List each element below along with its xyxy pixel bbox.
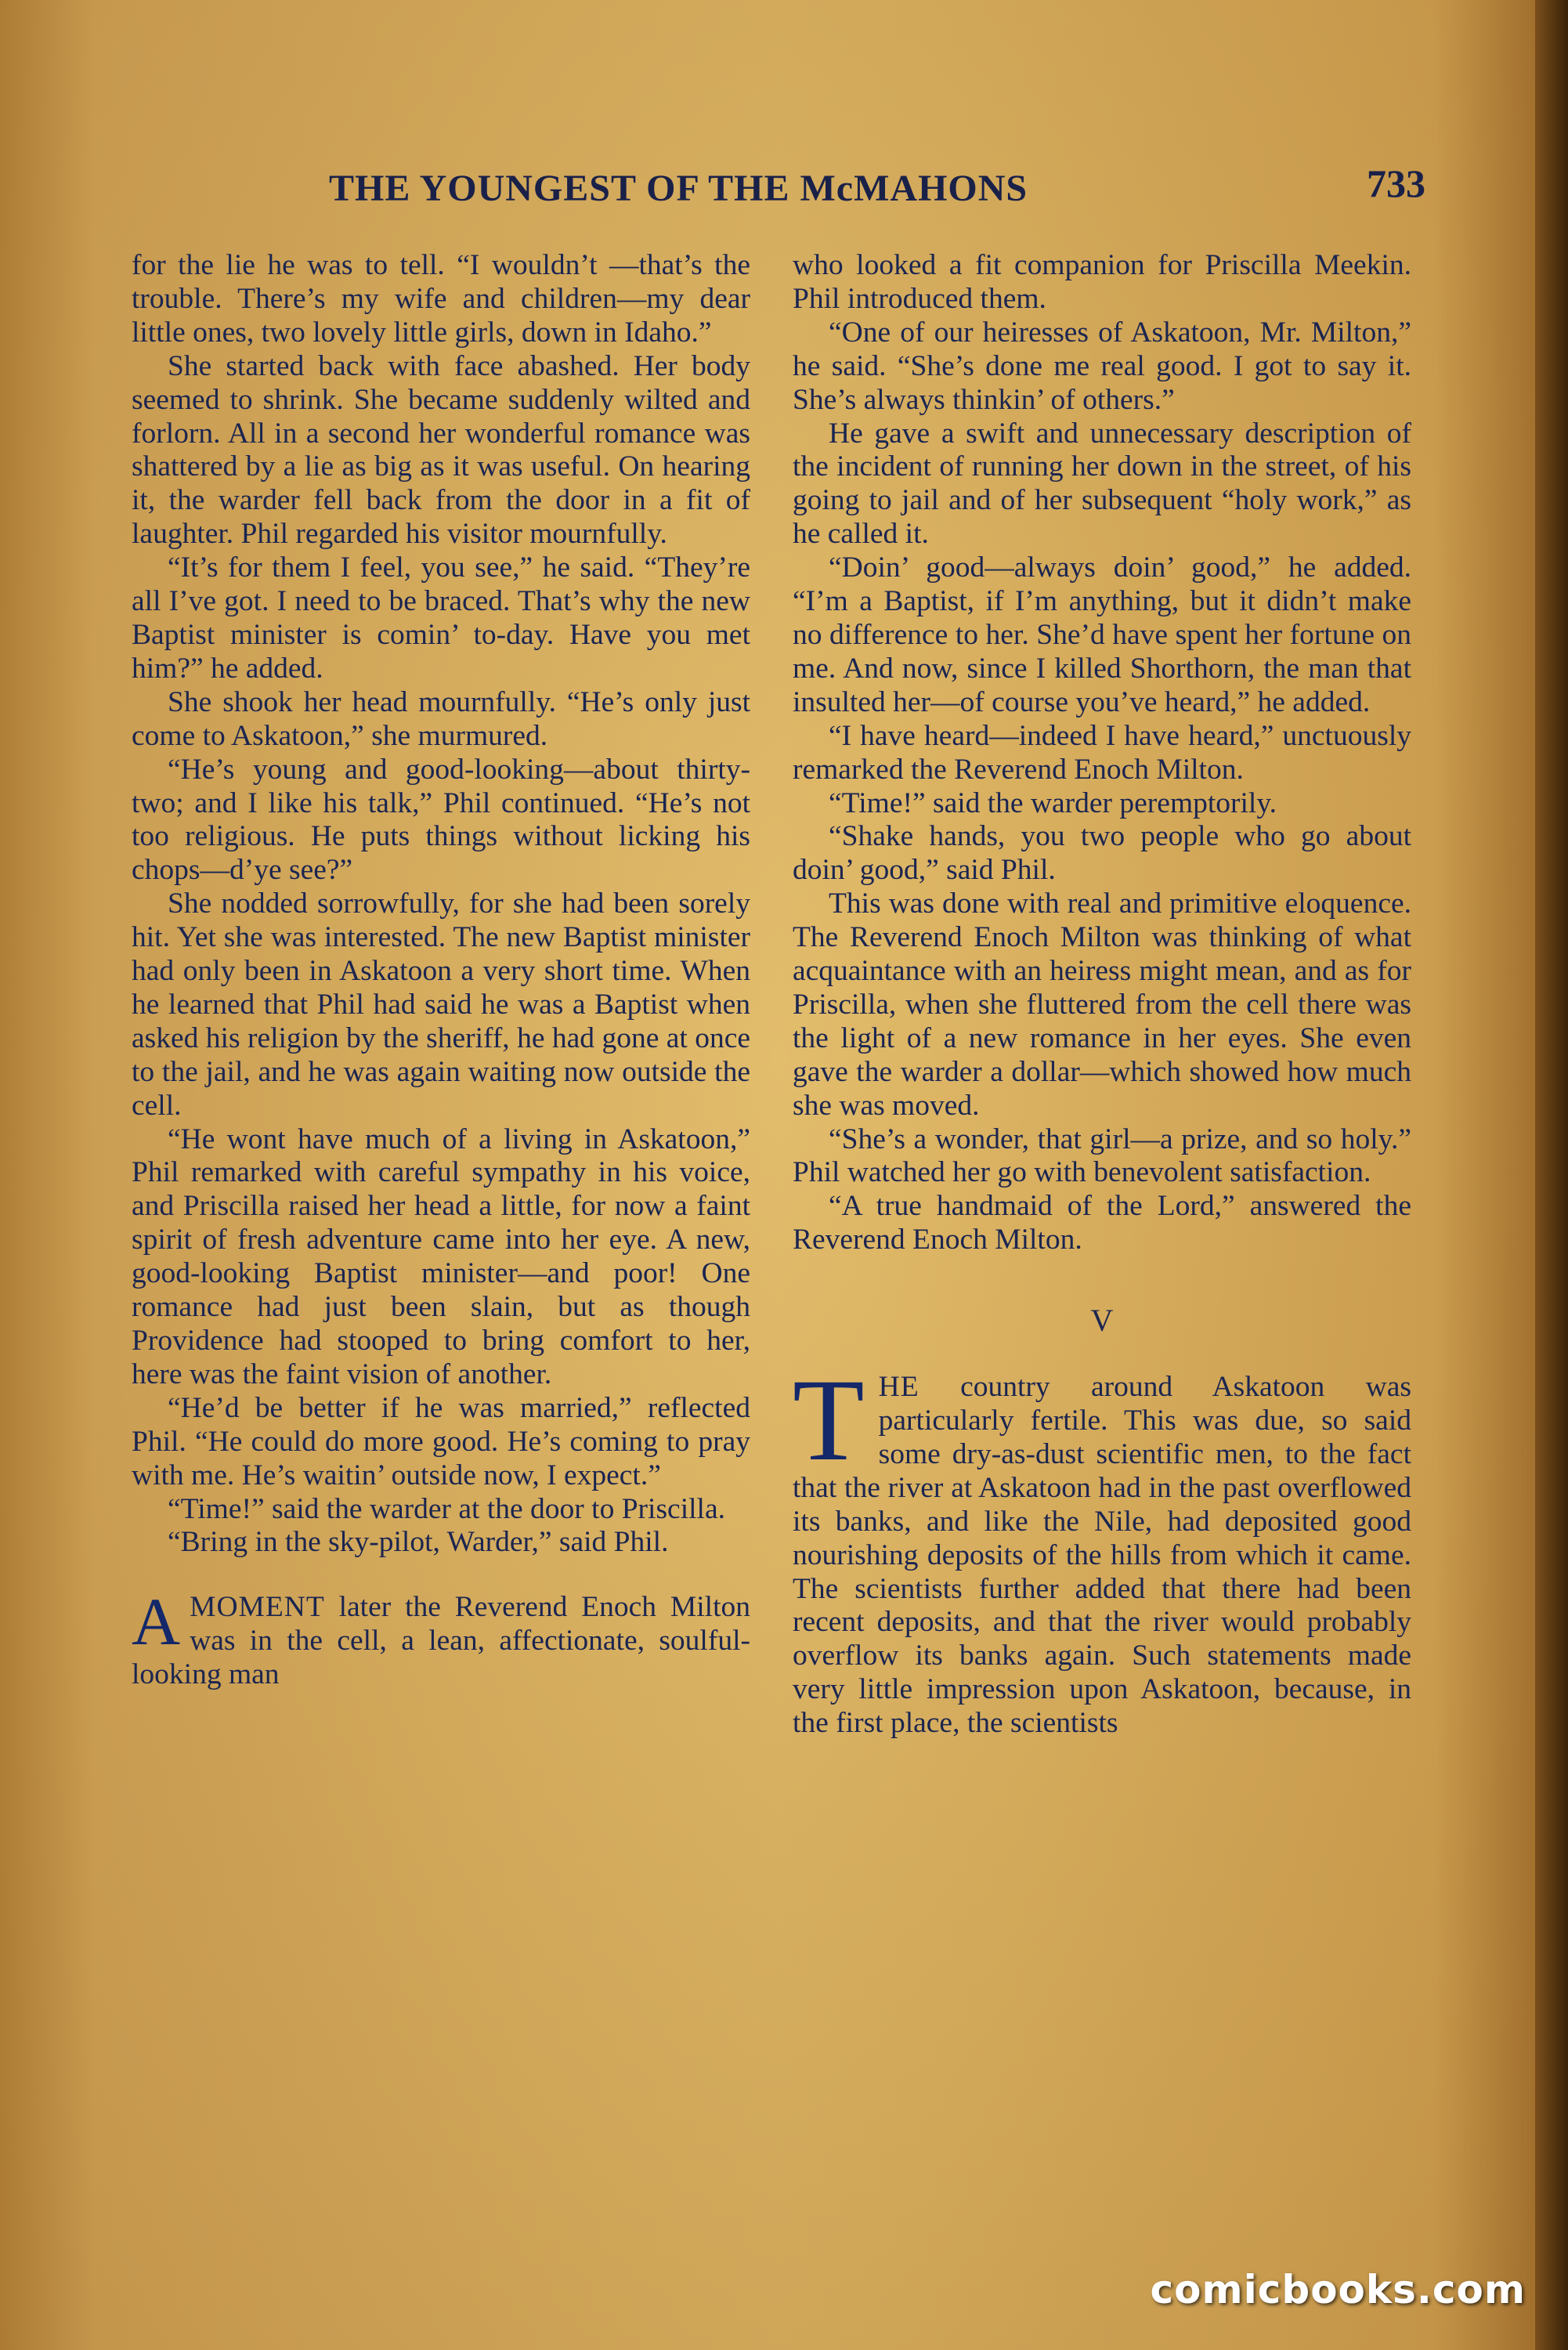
paragraph: He gave a swift and unnecessary description of the incident of running her down in the street, of his going to jail and of her subsequent “holy work,” as he called it. bbox=[793, 417, 1411, 551]
paragraph: “Bring in the sky-pilot, Warder,” said Phil. bbox=[168, 1526, 669, 1559]
drop-cap: A bbox=[132, 1584, 181, 1660]
small-caps-lead: HE bbox=[878, 1371, 919, 1404]
paragraph: who looked a fit companion for Priscilla Meekin. Phil introduced them. bbox=[793, 249, 1411, 315]
paragraph: “She’s a wonder, that girl—a prize, and so holy.” Phil watched her go with benevolent satisfaction. bbox=[793, 1123, 1411, 1189]
paragraph: She nodded sorrowfully, for she had been sorely hit. Yet she was interested. The new Baptist minister had only been in Askatoon a very short time. When he learned that Phil had said he was a Baptist when asked his religion by the sheriff, he had gone at once to the jail, and he was again waiting now outside the cell. bbox=[132, 888, 750, 1122]
paragraph: “I have heard—indeed I have heard,” unctuously remarked the Reverend Enoch Milton. bbox=[793, 719, 1411, 786]
paragraph-spacer bbox=[132, 1560, 750, 1591]
page-edge-shadow bbox=[1535, 0, 1568, 2350]
site-watermark: comicbooks.com bbox=[1150, 2267, 1526, 2312]
paragraph: “He’s young and good-looking—about thirty-two; and I like his talk,” Phil continued. “He’s not too religious. He puts things without licking his chops—d’ye see?” bbox=[132, 753, 750, 887]
paragraph: “Time!” said the warder at the door to Priscilla. bbox=[168, 1492, 725, 1525]
paragraph: This was done with real and primitive eloquence. The Reverend Enoch Milton was thinking of what acquaintance with an heiress might mean, and as for Priscilla, when she fluttered from the cell there was the light of a new romance in her eyes. She even gave the warder a dollar—which showed how much she was moved. bbox=[793, 888, 1411, 1122]
paragraph: “Doin’ good—always doin’ good,” he added. “I’m a Baptist, if I’m anything, but it didn’t make no difference to her. She’d have spent her fortune on me. And now, since I killed Shorthorn, the man that insulted her—of course you’ve heard,” he added. bbox=[793, 551, 1411, 718]
paragraph: “He wont have much of a living in Askatoon,” Phil remarked with careful sympathy in his voice, and Priscilla raised her head a little, for now a faint spirit of fresh adventure came into her eye. A new, good-looking Baptist minister—and poor! One romance had just been slain, but as though Providence had stooped to bring comfort to her, here was the faint vision of another. bbox=[132, 1123, 750, 1390]
paragraph: “A true handmaid of the Lord,” answered the Reverend Enoch Milton. bbox=[793, 1190, 1411, 1256]
paragraph-text: later the Reverend Enoch Milton was in the cell, a lean, affectionate, soulful-looking man bbox=[132, 1591, 750, 1691]
running-title: THE YOUNGEST OF THE McMAHONS bbox=[329, 168, 1028, 209]
section-number: V bbox=[1090, 1303, 1114, 1339]
drop-cap: T bbox=[793, 1355, 865, 1486]
paragraph: She started back with face abashed. Her body seemed to shrink. She became suddenly wilted and forlorn. All in a second her wonderful romance was shattered by a lie as big as it was useful. On hearing it, the warder fell back from the door in a fit of laughter. Phil regarded his visitor mournfully. bbox=[132, 349, 750, 551]
paragraph: “Time!” said the warder peremptorily. bbox=[829, 786, 1277, 819]
page-number: 733 bbox=[1367, 161, 1425, 205]
left-column bbox=[132, 249, 750, 1692]
paragraph-text: country around Askatoon was particularly fertile. This was due, so said some dry-as-dust scientific men, to the fact that the river at Askatoon had in the past overflowed its banks, and like the Nile, had deposited good nourishing deposits of the hills from which it came. The scientists further added that there had been recent deposits, and that the river would probably overflow its banks again. Such statements made very little impression upon Askatoon, because, in the first place, the scientists bbox=[793, 1371, 1411, 1740]
running-header bbox=[329, 161, 1425, 223]
paragraph: for the lie he was to tell. “I wouldn’t —that’s the trouble. There’s my wife and children—my dear little ones, two lovely little girls, down in Idaho.” bbox=[132, 249, 750, 349]
right-column bbox=[793, 249, 1411, 1741]
paragraph: She shook her head mournfully. “He’s only just come to Askatoon,” she murmured. bbox=[132, 685, 750, 752]
dropcap-paragraph bbox=[132, 1584, 750, 1692]
paragraph: “He’d be better if he was married,” reflected Phil. “He could do more good. He’s coming to pray with me. He’s waitin’ outside now, I expect.” bbox=[132, 1391, 750, 1491]
dropcap-paragraph bbox=[793, 1355, 1411, 1741]
paragraph: “One of our heiresses of Askatoon, Mr. Milton,” he said. “She’s done me real good. I got to say it. She’s always thinkin’ of others.” bbox=[793, 316, 1411, 416]
paragraph: “Shake hands, you two people who go about doin’ good,” said Phil. bbox=[793, 820, 1411, 887]
paragraph: “It’s for them I feel, you see,” he said. “They’re all I’ve got. I need to be braced. That’s why the new Baptist minister is comin’ to-day. Have you met him?” he added. bbox=[132, 551, 750, 685]
small-caps-lead: MOMENT bbox=[190, 1591, 325, 1624]
